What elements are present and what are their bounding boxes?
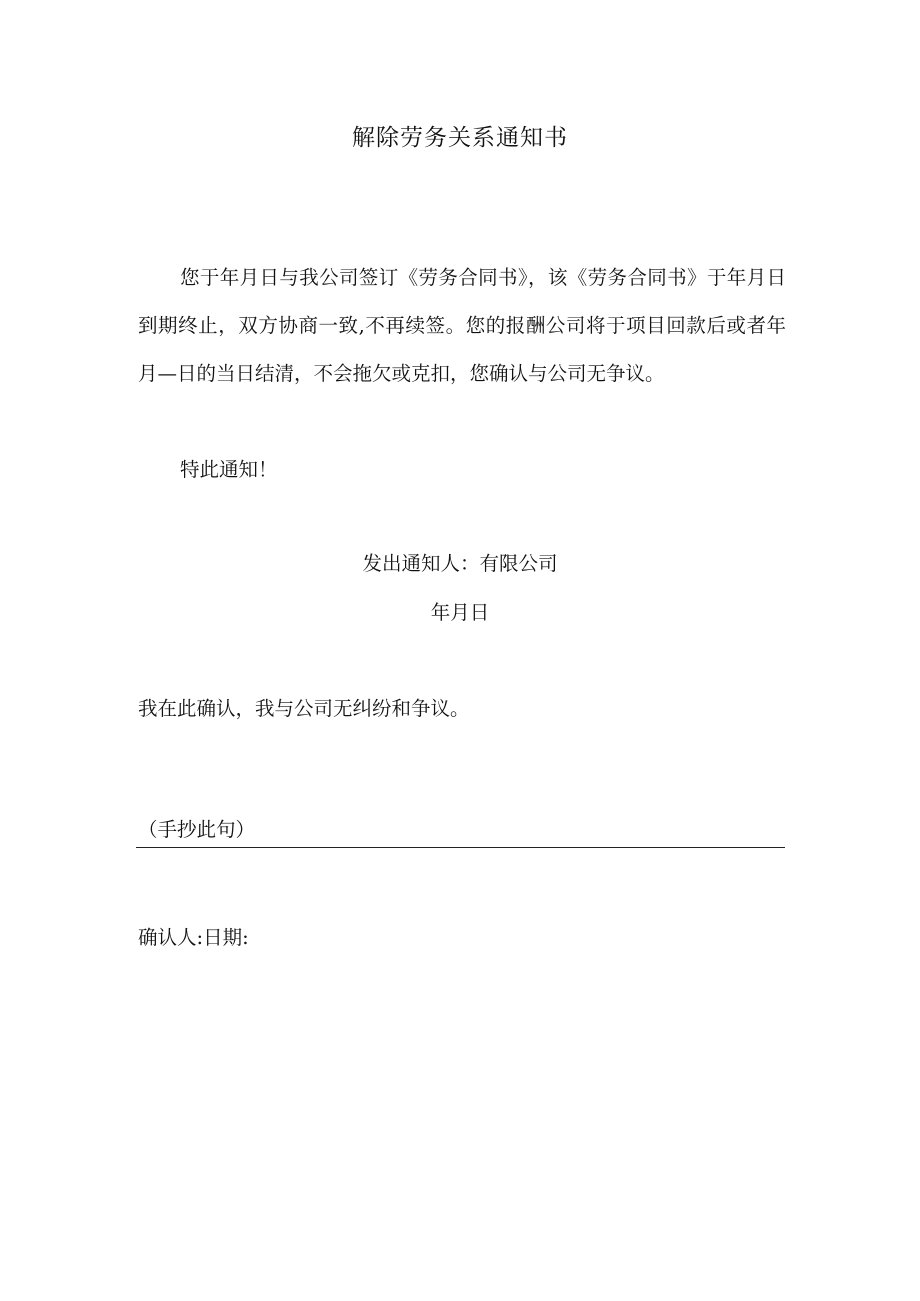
confirmation-statement: 我在此确认，我与公司无纠纷和争议。 bbox=[138, 697, 470, 720]
handcopy-note: （手抄此句） bbox=[138, 818, 256, 841]
signature-date-line: 确认人:日期: bbox=[138, 926, 249, 949]
notice-body-paragraph: 您于年月日与我公司签订《劳务合同书》，该《劳务合同书》于年月日到期终止，双方协商一致,不再续签。您的报酬公司将于项目回款后或者年月—日的当日结清，不会拖欠或克扣，您确认与公司无争议。 bbox=[138, 266, 786, 385]
handcopy-underline bbox=[136, 847, 785, 848]
issue-date-line: 年月日 bbox=[430, 601, 490, 624]
document-title: 解除劳务关系通知书 bbox=[352, 125, 568, 151]
notice-closing-phrase: 特此通知！ bbox=[180, 458, 278, 481]
issuer-line: 发出通知人：有限公司 bbox=[362, 552, 558, 575]
